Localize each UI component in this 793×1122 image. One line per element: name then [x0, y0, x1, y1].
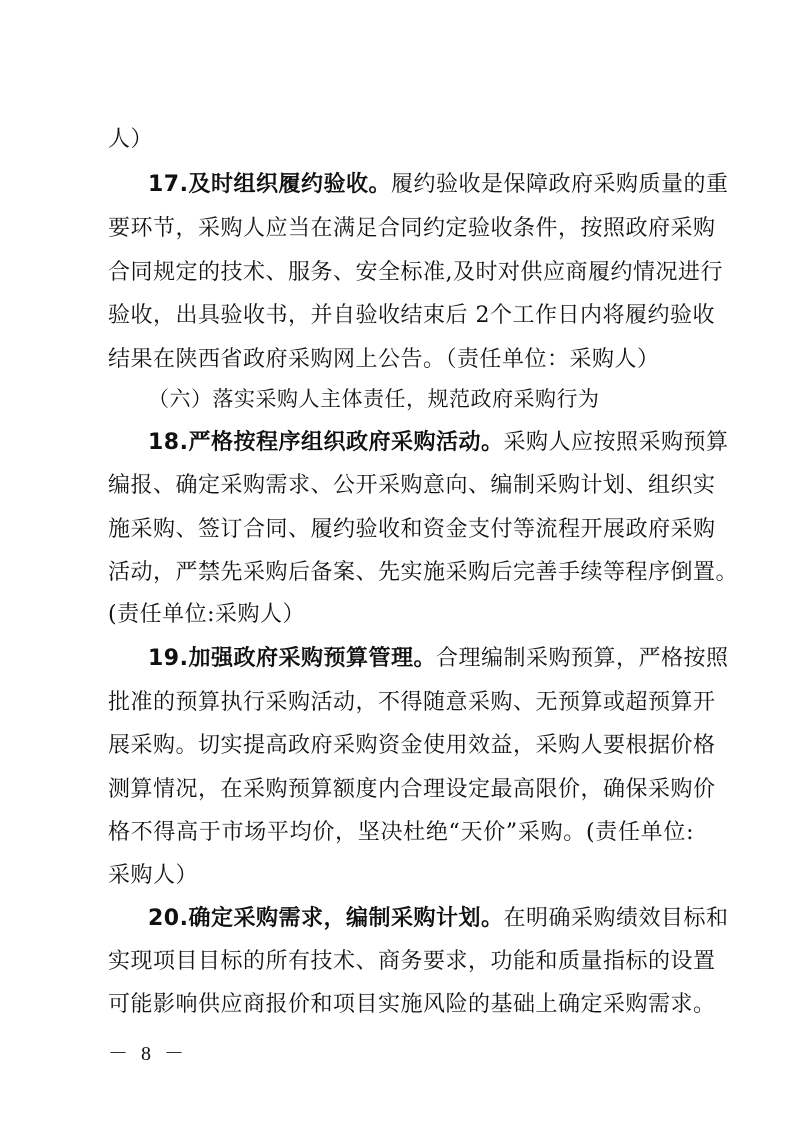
line-text: 采购人）	[108, 863, 199, 888]
line-text: 批准的预算执行采购活动，不得随意采购、无预算或超预算开	[108, 690, 716, 715]
line-text: 结果在陕西省政府采购网上公告。（责任单位：采购人）	[108, 347, 660, 372]
text-line	[108, 775, 716, 805]
text-line	[108, 688, 716, 718]
line-text: 活动，严禁先采购后备案、先实施采购后完善手续等程序倒置。	[108, 560, 739, 585]
line-text: 验收，出具验收书，并自验收结束后 2个工作日内将履约验收	[108, 303, 715, 328]
text-line	[108, 258, 723, 288]
line-text: 编报、确定采购需求、公开采购意向、编制采购计划、组织实	[108, 473, 716, 498]
paragraph-17-heading-line	[148, 170, 729, 200]
line-text: 合理编制采购预算，严格按照	[435, 646, 729, 671]
line-text: 展采购。切实提高政府采购资金使用效益，采购人要根据价格	[108, 733, 716, 758]
page-number: － 8 －	[108, 1043, 188, 1065]
line-text: 要环节，采购人应当在满足合同约定验收条件，按照政府采购	[108, 216, 716, 241]
paragraph-20-title: 20.确定采购需求，编制采购计划。	[148, 906, 504, 931]
paragraph-19-heading-line	[148, 644, 729, 674]
text-line	[108, 731, 716, 761]
section-heading	[148, 384, 694, 414]
line-text: 人）	[108, 127, 154, 152]
text-line	[108, 861, 694, 891]
line-text: (责任单位:采购人）	[108, 602, 305, 627]
text-line	[108, 558, 739, 588]
text-line	[108, 818, 694, 848]
line-text: 合同规定的技术、服务、安全标准,及时对供应商履约情况进行	[108, 260, 723, 285]
text-line	[108, 515, 716, 545]
paragraph-17-title: 17.及时组织履约验收。	[148, 172, 391, 197]
text-line	[108, 125, 694, 155]
paragraph-19-title: 19.加强政府采购预算管理。	[148, 646, 436, 671]
text-line	[108, 301, 715, 331]
text-line	[108, 345, 694, 375]
text-line	[108, 947, 716, 977]
paragraph-18-heading-line	[148, 428, 729, 458]
text-line	[108, 990, 716, 1020]
line-text: 格不得高于市场平均价，坚决杜绝“天价”采购。(责任单位:	[108, 820, 694, 845]
paragraph-18-title: 18.严格按程序组织政府采购活动。	[148, 430, 504, 455]
text-line	[108, 214, 716, 244]
text-line	[108, 600, 694, 630]
line-text: 采购人应按照采购预算	[503, 430, 729, 455]
line-text: 在明确采购绩效目标和	[503, 906, 729, 931]
line-text: 测算情况，在采购预算额度内合理设定最高限价，确保采购价	[108, 777, 716, 802]
line-text: 可能影响供应商报价和项目实施风险的基础上确定采购需求。	[108, 992, 716, 1017]
section-heading-text: （六）落实采购人主体责任，规范政府采购行为	[148, 387, 600, 411]
paragraph-20-heading-line	[148, 904, 729, 934]
line-text: 履约验收是保障政府采购质量的重	[390, 172, 729, 197]
line-text: 施采购、签订合同、履约验收和资金支付等流程开展政府采购	[108, 517, 716, 542]
line-text: 实现项目目标的所有技术、商务要求，功能和质量指标的设置	[108, 949, 716, 974]
text-line	[108, 471, 716, 501]
